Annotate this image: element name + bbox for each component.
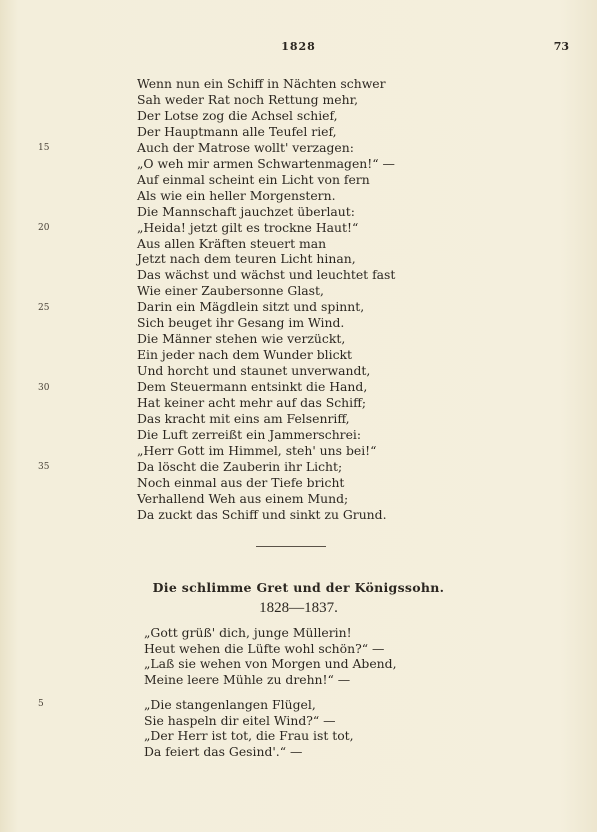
verse-line: Wenn nun ein Schiff in Nächten schwer	[137, 76, 386, 91]
line-number-15: 15	[38, 143, 50, 153]
stanza-line: Sie haspeln dir eitel Wind?“ —	[144, 712, 336, 728]
verse-block	[137, 76, 395, 523]
stanza-line: Meine leere Mühle zu drehn!“ —	[144, 671, 351, 687]
line-number-5: 5	[38, 699, 44, 709]
stanza-line: Da feiert das Gesind'.“ —	[144, 743, 303, 759]
verse-line: Da zuckt das Schiff und sinkt zu Grund.	[137, 506, 387, 522]
verse-line: Die Luft zerreißt ein Jammerschrei:	[137, 426, 362, 442]
verse-line: Auch der Matrose wollt' verzagen:	[137, 139, 354, 155]
verse-line: Als wie ein heller Morgenstern.	[137, 187, 336, 203]
verse-line: Die Männer stehen wie verzückt,	[137, 331, 346, 347]
verse-line: Und horcht und staunet unverwandt,	[137, 363, 371, 379]
stanza-line: „Der Herr ist tot, die Frau ist tot,	[144, 728, 354, 743]
verse-line: „Herr Gott im Himmel, steh' uns bei!“	[137, 442, 377, 458]
stanza-1	[144, 625, 397, 687]
verse-line: „Heida! jetzt gilt es trockne Haut!“	[137, 219, 359, 235]
verse-line: Dem Steuermann entsinkt die Hand,	[137, 379, 368, 395]
poem-title: Die schlimme Gret und der Königssohn.	[152, 580, 445, 595]
verse-line: Die Mannschaft jauchzet überlaut:	[137, 203, 355, 219]
verse-line: „O weh mir armen Schwartenmagen!“ —	[137, 155, 395, 171]
stanza-line: „Gott grüß' dich, junge Müllerin!	[144, 625, 352, 640]
verse-line: Da löscht die Zauberin ihr Licht;	[137, 458, 343, 474]
verse-line: Sich beuget ihr Gesang im Wind.	[137, 315, 345, 331]
verse-line: Wie einer Zaubersonne Glast,	[137, 283, 324, 299]
running-header-year: 1828	[281, 40, 316, 53]
verse-line: Auf einmal scheint ein Licht von fern	[137, 171, 370, 187]
section-divider	[256, 546, 326, 547]
page-number: 73	[553, 40, 569, 53]
verse-line: Hat keiner acht mehr auf das Schiff;	[137, 395, 367, 411]
stanza-line: „Die stangenlangen Flügel,	[144, 697, 316, 712]
verse-line: Verhallend Weh aus einem Mund;	[137, 490, 349, 506]
verse-line: Das kracht mit eins am Felsenriff,	[137, 411, 350, 427]
line-number-20: 20	[38, 223, 50, 233]
verse-line: Das wächst und wächst und leuchtet fast	[137, 267, 396, 283]
verse-line: Ein jeder nach dem Wunder blickt	[137, 347, 353, 363]
stanza-2	[144, 697, 354, 759]
verse-line: Darin ein Mägdlein sitzt und spinnt,	[137, 299, 365, 315]
stanza-line: Heut wehen die Lüfte wohl schön?“ —	[144, 640, 385, 656]
verse-line: Noch einmal aus der Tiefe bricht	[137, 474, 345, 490]
line-number-30: 30	[38, 383, 50, 393]
verse-line: Der Lotse zog die Achsel schief,	[137, 107, 338, 123]
verse-line: Aus allen Kräften steuert man	[137, 235, 327, 251]
line-number-25: 25	[38, 303, 50, 313]
line-number-35: 35	[38, 462, 50, 472]
verse-line: Sah weder Rat noch Rettung mehr,	[137, 91, 359, 107]
stanza-line: „Laß sie wehen von Morgen und Abend,	[144, 656, 397, 671]
verse-line: Jetzt nach dem teuren Licht hinan,	[137, 251, 356, 267]
verse-line: Der Hauptmann alle Teufel rief,	[137, 123, 337, 139]
poem-years: 1828—1837.	[259, 600, 338, 616]
